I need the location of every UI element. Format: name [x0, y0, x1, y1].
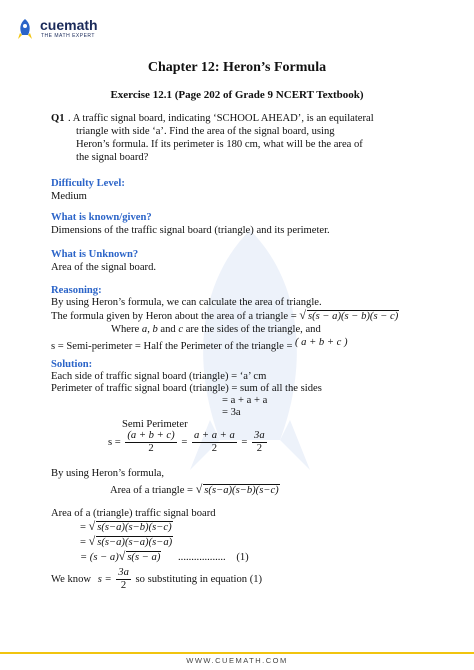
board-step-2: = √ s(s−a)(s−a)(s−a): [80, 534, 173, 548]
reasoning-line-3: Where a, b and c are the sides of the triangle, and: [111, 324, 321, 335]
unknown-value: Area of the signal board.: [51, 262, 157, 273]
brand-name: cuemath: [40, 17, 98, 33]
unknown-heading: What is Unknown?: [51, 249, 139, 260]
semi-perimeter-label: Semi Perimeter: [122, 419, 188, 430]
herons-formula: s(s − a)(s − b)(s − c): [307, 311, 399, 322]
reasoning-line-2-text: The formula given by Heron about the area of a triangle =: [51, 311, 297, 322]
solution-line-2: Perimeter of traffic signal board (triangle) = sum of all the sides: [51, 383, 322, 394]
rocket-icon: [14, 18, 36, 40]
known-value: Dimensions of the traffic signal board (triangle) and its perimeter.: [51, 225, 330, 236]
reasoning-line-1: By using Heron’s formula, we can calculate the area of triangle.: [51, 297, 322, 308]
solution-line-3: = a + a + a: [222, 395, 268, 406]
brand-tagline: THE MATH EXPERT: [41, 33, 95, 39]
reasoning-line-2: The formula given by Heron about the area of a triangle = √ s(s − a)(s − b)(s − c): [51, 308, 399, 322]
reasoning-line-4: s = Semi-perimeter = Half the Perimeter of the triangle =: [51, 341, 293, 352]
footer-divider: [0, 652, 474, 654]
known-heading: What is known/given?: [51, 212, 152, 223]
question-line-4: the signal board?: [76, 152, 149, 163]
board-area-label: Area of a (triangle) traffic signal board: [51, 508, 216, 519]
question-line-3: Heron’s formula. If its perimeter is 180 cm, what will be the area of: [76, 139, 363, 150]
board-step-1: = √ s(s−a)(s−b)(s−c): [80, 519, 172, 533]
page-title: Chapter 12: Heron’s Formula: [147, 60, 327, 75]
question-line-1: . A traffic signal board, indicating ‘SCHOOL AHEAD’, is an equilateral: [68, 113, 374, 124]
area-formula-line: Area of a triangle = √ s(s−a)(s−b)(s−c): [110, 482, 279, 496]
difficulty-value: Medium: [51, 191, 87, 202]
question-line-2: triangle with side ‘a’. Find the area of the signal board, using: [76, 126, 335, 137]
difficulty-heading: Difficulty Level:: [51, 178, 125, 189]
board-step-3: = (s − a)√ s(s − a) .................. (1): [80, 549, 249, 563]
solution-line-1: Each side of traffic signal board (triangle) = ‘a’ cm: [51, 371, 267, 382]
we-know-line: We know s = $\frac{3a}{2}$ so substituting in equation (1): [51, 567, 263, 591]
semi-perimeter-formula: ( a + b + c ): [295, 337, 348, 348]
page-subtitle: Exercise 12.1 (Page 202 of Grade 9 NCERT Textbook): [110, 89, 364, 101]
semi-perimeter-equation: s = $\frac{(a + b + c)}{2}$ = $\frac{a + a + a}{2}$ = $\frac{3a}{2}$: [108, 430, 265, 454]
solution-line-4: = 3a: [222, 407, 241, 418]
herons-intro: By using Heron’s formula,: [51, 468, 164, 479]
question-number: Q1: [51, 113, 65, 124]
footer-url[interactable]: WWW.CUEMATH.COM: [186, 656, 288, 665]
reasoning-heading: Reasoning:: [51, 285, 102, 296]
solution-heading: Solution:: [51, 359, 93, 370]
